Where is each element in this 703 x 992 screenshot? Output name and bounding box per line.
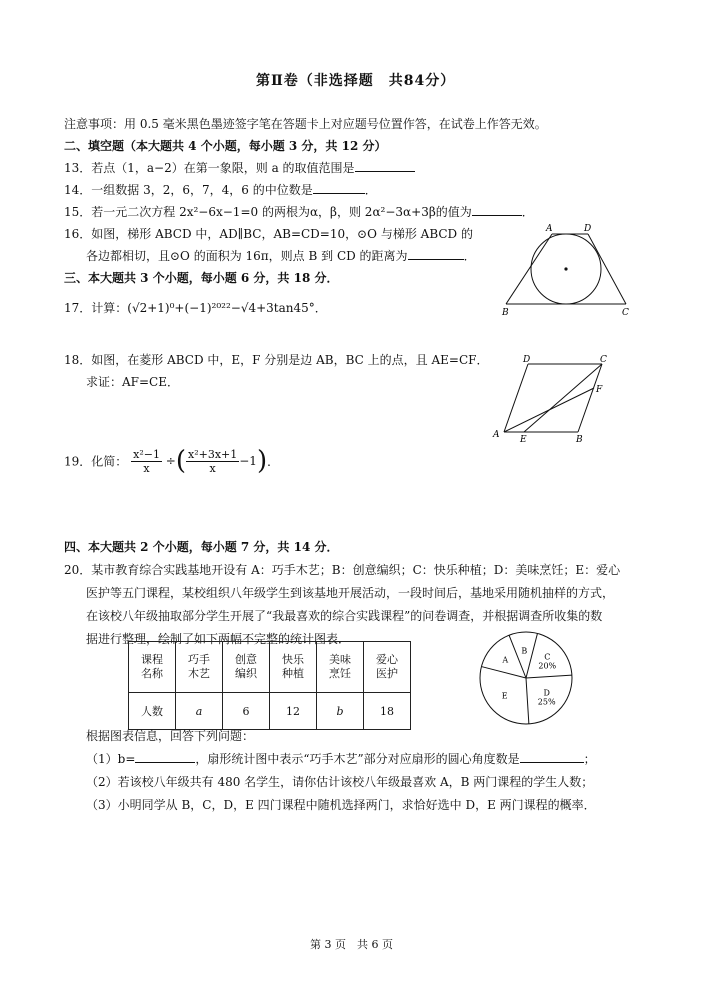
page-footer: 第 3 页 共 6 页 [310,938,393,951]
rhombus-label-c: C [600,355,607,365]
trapezoid-label-d: D [584,224,592,234]
table-cell: a [176,693,223,730]
pie-slice-label-e: E [501,691,508,701]
question-15-end: ． [521,205,534,219]
question-16-text: 各边都相切，且⊙O 的面积为 16π，则点 B 到 CD 的距离为 [86,249,408,263]
sub-question-3: （3）小明同学从 B，C，D，E 四门课程中随机选择两门，求恰好选中 D，E 两门课程的概率． [86,798,596,812]
trapezoid-label-a: A [546,224,553,234]
table-header-cell: 课程 名称 [129,642,176,693]
section-4-heading: 四、本大题共 2 个小题，每小题 7 分，共 14 分． [64,540,339,554]
minus-one: −1 [239,454,257,468]
pie-slice-boundary-d [526,675,572,678]
question-14 [64,181,377,198]
pie-slice-label-b: B [521,646,528,656]
section-3-heading: 三、本大题共 3 个小题，每小题 6 分，共 18 分． [64,271,339,285]
rhombus-label-a: A [493,430,500,440]
question-14-end: ． [364,183,377,197]
answer-blank-angle[interactable] [520,750,584,763]
fraction-1-denominator: x [143,461,150,475]
table-header-cell: 创意 编织 [223,642,270,693]
question-16-line-1: 16．如图，梯形 ABCD 中，AD∥BC，AB=CD=10，⊙O 与梯形 ABCD 的 [64,227,473,241]
question-15 [64,203,534,220]
sub-question-1-c: ； [583,752,596,766]
pie-slice-boundary-a [481,667,526,678]
trapezoid-side-cd [588,234,626,304]
pie-slice-boundary-c [526,633,537,678]
answer-blank-15[interactable] [472,203,522,216]
after-chart-text: 根据图表信息，回答下列问题： [86,729,255,743]
table-header-cell: 快乐 种植 [270,642,317,693]
fraction-1-numerator: x²−1 [133,447,160,461]
answer-blank-13[interactable] [355,159,415,172]
table-row [129,693,411,730]
table-header-cell: 巧手 木艺 [176,642,223,693]
rhombus-figure [490,352,610,444]
rhombus-label-d: D [523,355,531,365]
trapezoid-figure [496,220,636,320]
page-title: 第Ⅱ卷（非选择题 共84分） [256,73,456,89]
answer-blank-b[interactable] [135,750,195,763]
fraction-2 [186,448,239,475]
question-13-text: 13．若点（1，a−2）在第一象限，则 a 的取值范围是 [64,161,355,175]
circle-center-dot [564,267,567,270]
left-paren: ( [175,446,186,476]
sub-question-1-a: （1）b= [86,752,136,766]
section-2-heading: 二、填空题（本大题共 4 个小题，每小题 3 分，共 12 分） [64,139,387,153]
question-13 [64,159,415,176]
table-row-label: 人数 [129,693,176,730]
table-cell: 12 [270,693,317,730]
sub-question-2: （2）若该校八年级共有 480 名学生，请你估计该校八年级最喜欢 A，B 两门课程的学生人数； [86,775,594,789]
divide-sign: ÷ [165,454,176,468]
notice: 注意事项：用 0.5 毫米黑色墨迹签字笔在答题卡上对应题号位置作答，在试卷上作答无效。 [64,117,547,131]
course-stats-table [128,641,411,730]
right-paren: ) [256,446,268,476]
pie-slice-label-d: D 25% [537,688,556,707]
answer-blank-16[interactable] [408,247,464,260]
table-header-cell: 爱心 医护 [364,642,411,693]
rhombus-label-e: E [520,435,527,444]
fraction-2-denominator: x [209,461,216,475]
question-20-line-1: 20．某市教育综合实践基地开设有 A：巧手木艺；B：创意编织；C：快乐种植；D：美味烹饪；E：爱心 [64,563,621,577]
fraction-2-numerator: x²+3x+1 [188,447,238,461]
pie-slice-label-c: C 20% [538,652,557,671]
question-20-line-3: 在该校八年级抽取部分学生开展了“我最喜欢的综合实践课程”的问卷调查，并根据调查所收集的数 [86,609,603,623]
table-cell: b [317,693,364,730]
question-18-line-1: 18．如图，在菱形 ABCD 中，E，F 分别是边 AB，BC 上的点，且 AE=CF． [64,353,489,367]
table-cell: 6 [223,693,270,730]
question-20-line-4: 据进行整理，绘制了如下两幅不完整的统计图表． [86,632,351,646]
question-16-line-2 [86,247,476,264]
rhombus-label-b: B [576,435,583,444]
pie-slice-boundary-e [526,678,529,724]
pie-slice-label-a: A [502,655,509,665]
sub-question-1 [86,750,596,767]
table-header-cell: 美味 烹饪 [317,642,364,693]
trapezoid-label-b: B [502,308,509,318]
rhombus-label-f: F [596,385,603,395]
trapezoid-label-c: C [622,308,629,318]
question-18-line-2: 求证：AF=CE． [86,375,179,389]
sub-question-1-b: ，扇形统计图中表示“巧手木艺”部分对应扇形的圆心角度数是 [195,752,520,766]
table-cell: 18 [364,693,411,730]
table-header-row [129,642,411,693]
fraction-1 [131,448,162,475]
question-19-label: 19．化简： [64,454,128,469]
question-19 [64,446,279,476]
question-17: 17．计算：(√2+1)⁰+(−1)²⁰²²−√4+3tan45°． [64,301,327,315]
question-16-end: ． [463,249,476,263]
answer-blank-14[interactable] [313,181,365,194]
question-14-text: 14．一组数据 3，2，6，7，4，6 的中位数是 [64,183,313,197]
question-15-text: 15．若一元二次方程 2x²−6x−1=0 的两根为α，β，则 2α²−3α+3β的值为 [64,205,472,219]
question-19-end: ． [267,454,280,469]
question-20-line-2: 医护等五门课程，某校组织八年级学生到该基地开展活动，一段时间后，基地采用随机抽样的方式， [86,586,615,600]
trapezoid-side-ab [506,234,552,304]
pie-slice-boundary-b [509,635,526,678]
course-pie-chart [468,628,588,728]
